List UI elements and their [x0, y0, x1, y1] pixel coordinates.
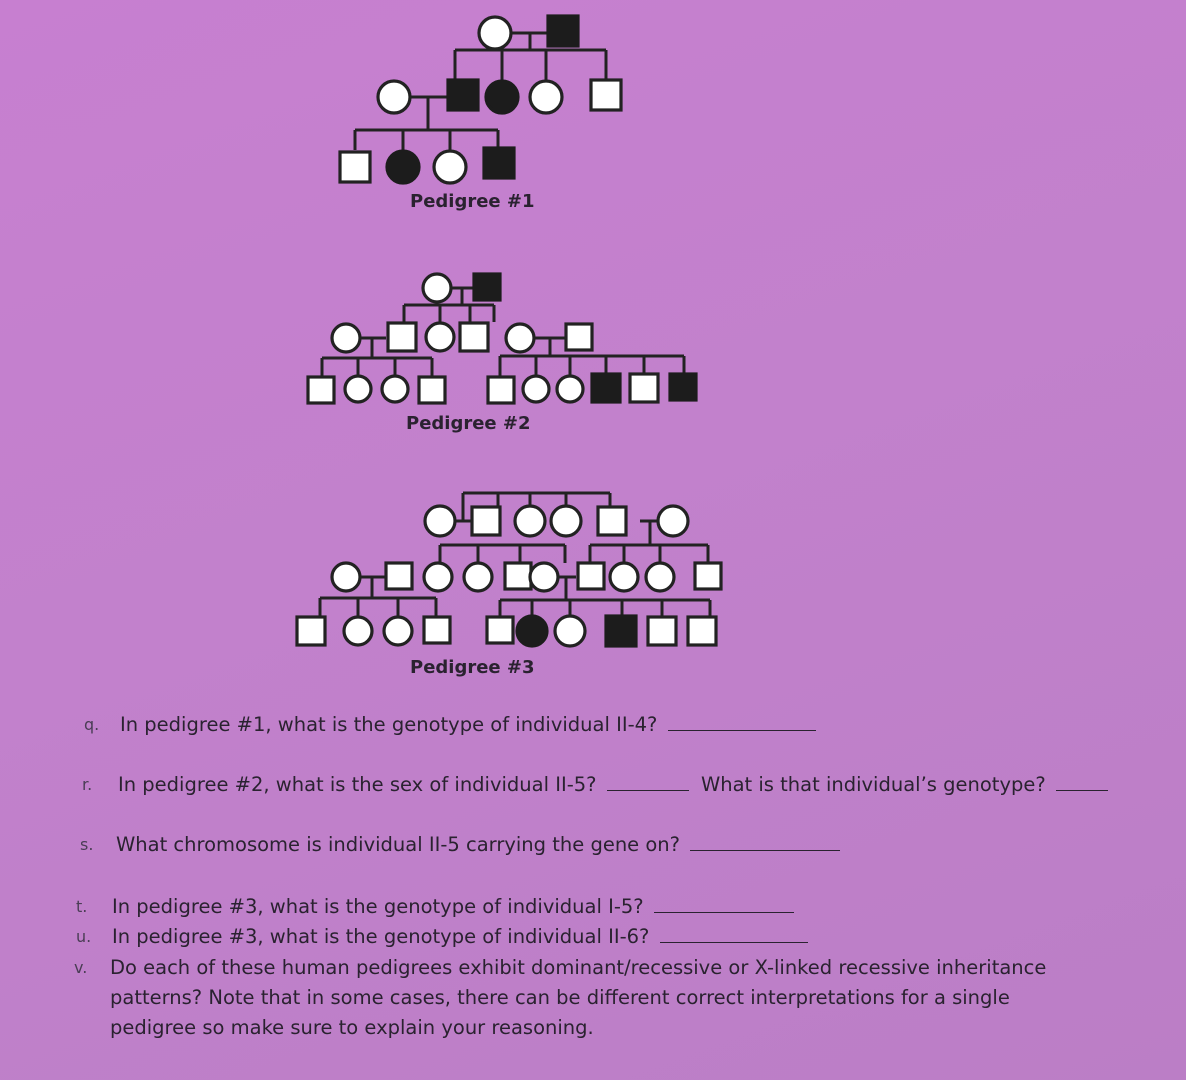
pedigree2-III3-female-unaffected — [382, 376, 408, 402]
pedigree1-II1-female-unaffected — [378, 81, 410, 113]
pedigree3-I5-male-unaffected — [598, 507, 626, 535]
pedigree3-II1-female-unaffected — [332, 563, 360, 591]
question-text: In pedigree #1, what is the genotype of individual II-4? — [120, 713, 658, 736]
pedigree3-II3-female-unaffected — [424, 563, 452, 591]
pedigree2-III5-male-unaffected — [488, 377, 514, 403]
pedigree3-label: Pedigree #3 — [410, 657, 535, 678]
question-v — [74, 953, 1100, 1043]
pedigree2-I1-female-unaffected — [423, 274, 451, 302]
pedigree1-II2-male-affected — [448, 80, 478, 110]
pedigree3-II4-female-unaffected — [464, 563, 492, 591]
pedigree3-III9-male-unaffected — [648, 617, 676, 645]
pedigree3-I4-female-unaffected — [551, 506, 581, 536]
pedigree2-III7-female-unaffected — [557, 376, 583, 402]
question-text: Do each of these human pedigrees exhibit dominant/recessive or X-linked recessive inheritance patterns? Note that in some cases, there can be different correct interpretations for a single pedigree so make sure to explain your reasoning. — [110, 956, 1047, 1039]
answer-blank[interactable] — [668, 710, 816, 731]
pedigree3-II2-male-unaffected — [386, 563, 412, 589]
question-u — [76, 922, 808, 952]
answer-blank[interactable] — [660, 922, 808, 943]
pedigree2-III2-female-unaffected — [345, 376, 371, 402]
question-letter: r. — [82, 775, 93, 794]
question-letter: v. — [74, 958, 88, 977]
question-letter: s. — [80, 835, 94, 854]
question-s — [80, 830, 840, 860]
pedigree2-III6-female-unaffected — [523, 376, 549, 402]
pedigree2-II5-female-unaffected — [506, 324, 534, 352]
pedigree3-I6-female-unaffected — [658, 506, 688, 536]
question-text-genotype: What is that individual’s genotype? — [700, 773, 1046, 796]
pedigree2-II2-male-unaffected — [388, 323, 416, 351]
pedigree3-III5-male-unaffected — [487, 617, 513, 643]
question-q — [84, 710, 816, 740]
pedigree-1 — [340, 16, 621, 212]
pedigree1-III3-female-unaffected — [434, 151, 466, 183]
pedigree1-III1-male-unaffected — [340, 152, 370, 182]
pedigree3-I3-female-unaffected — [515, 506, 545, 536]
pedigree-3 — [297, 493, 721, 678]
pedigree1-I2-male-affected — [548, 16, 578, 46]
pedigree3-I1-female-unaffected — [425, 506, 455, 536]
pedigree1-II4-female-unaffected — [530, 81, 562, 113]
question-text: In pedigree #3, what is the genotype of individual II-6? — [112, 925, 650, 948]
pedigree2-II4-male-unaffected — [460, 323, 488, 351]
question-letter: t. — [76, 897, 88, 916]
question-r — [82, 770, 1108, 800]
pedigree3-III2-female-unaffected — [344, 617, 372, 645]
pedigree3-III1-male-unaffected — [297, 617, 325, 645]
question-letter: q. — [84, 715, 100, 734]
question-t — [76, 892, 794, 922]
pedigree3-III8-male-affected — [606, 616, 636, 646]
pedigree3-II5-male-unaffected — [505, 563, 531, 589]
pedigree3-II9-female-unaffected — [646, 563, 674, 591]
pedigree3-II10-male-unaffected — [695, 563, 721, 589]
pedigree2-III4-male-unaffected — [419, 377, 445, 403]
answer-blank[interactable] — [690, 830, 840, 851]
pedigree3-III6-female-affected — [517, 616, 547, 646]
pedigree1-III2-female-affected — [387, 151, 419, 183]
pedigree2-III8-male-affected — [592, 374, 620, 402]
pedigree3-II8-female-unaffected — [610, 563, 638, 591]
pedigree1-III4-male-affected — [484, 148, 514, 178]
pedigree2-III9-male-unaffected — [630, 374, 658, 402]
pedigree2-I2-male-affected — [474, 274, 500, 300]
answer-blank-genotype[interactable] — [1056, 770, 1108, 791]
pedigree2-II1-female-unaffected — [332, 324, 360, 352]
pedigree2-label: Pedigree #2 — [406, 413, 531, 434]
pedigree3-I2-male-unaffected — [472, 507, 500, 535]
pedigree2-III10-male-affected — [670, 374, 696, 400]
pedigree1-label: Pedigree #1 — [410, 191, 535, 212]
question-letter: u. — [76, 927, 92, 946]
question-text: In pedigree #2, what is the sex of individual II-5? — [118, 773, 597, 796]
pedigree3-III3-female-unaffected — [384, 617, 412, 645]
pedigree3-II7-male-unaffected — [578, 563, 604, 589]
pedigree3-III10-male-unaffected — [688, 617, 716, 645]
pedigree2-II3-female-unaffected — [426, 323, 454, 351]
pedigree1-II5-male-unaffected — [591, 80, 621, 110]
pedigree2-III1-male-unaffected — [308, 377, 334, 403]
pedigree-2 — [308, 274, 696, 434]
pedigree3-II6-female-unaffected — [530, 563, 558, 591]
pedigree3-III4-male-unaffected — [424, 617, 450, 643]
pedigree1-I1-female-unaffected — [479, 17, 511, 49]
question-text: In pedigree #3, what is the genotype of individual I-5? — [112, 895, 644, 918]
pedigree2-II6-male-unaffected — [566, 324, 592, 350]
pedigree1-II3-female-affected — [486, 81, 518, 113]
pedigree3-III7-female-unaffected — [555, 616, 585, 646]
answer-blank-sex[interactable] — [607, 770, 689, 791]
question-text: What chromosome is individual II-5 carrying the gene on? — [116, 833, 681, 856]
answer-blank[interactable] — [654, 892, 794, 913]
